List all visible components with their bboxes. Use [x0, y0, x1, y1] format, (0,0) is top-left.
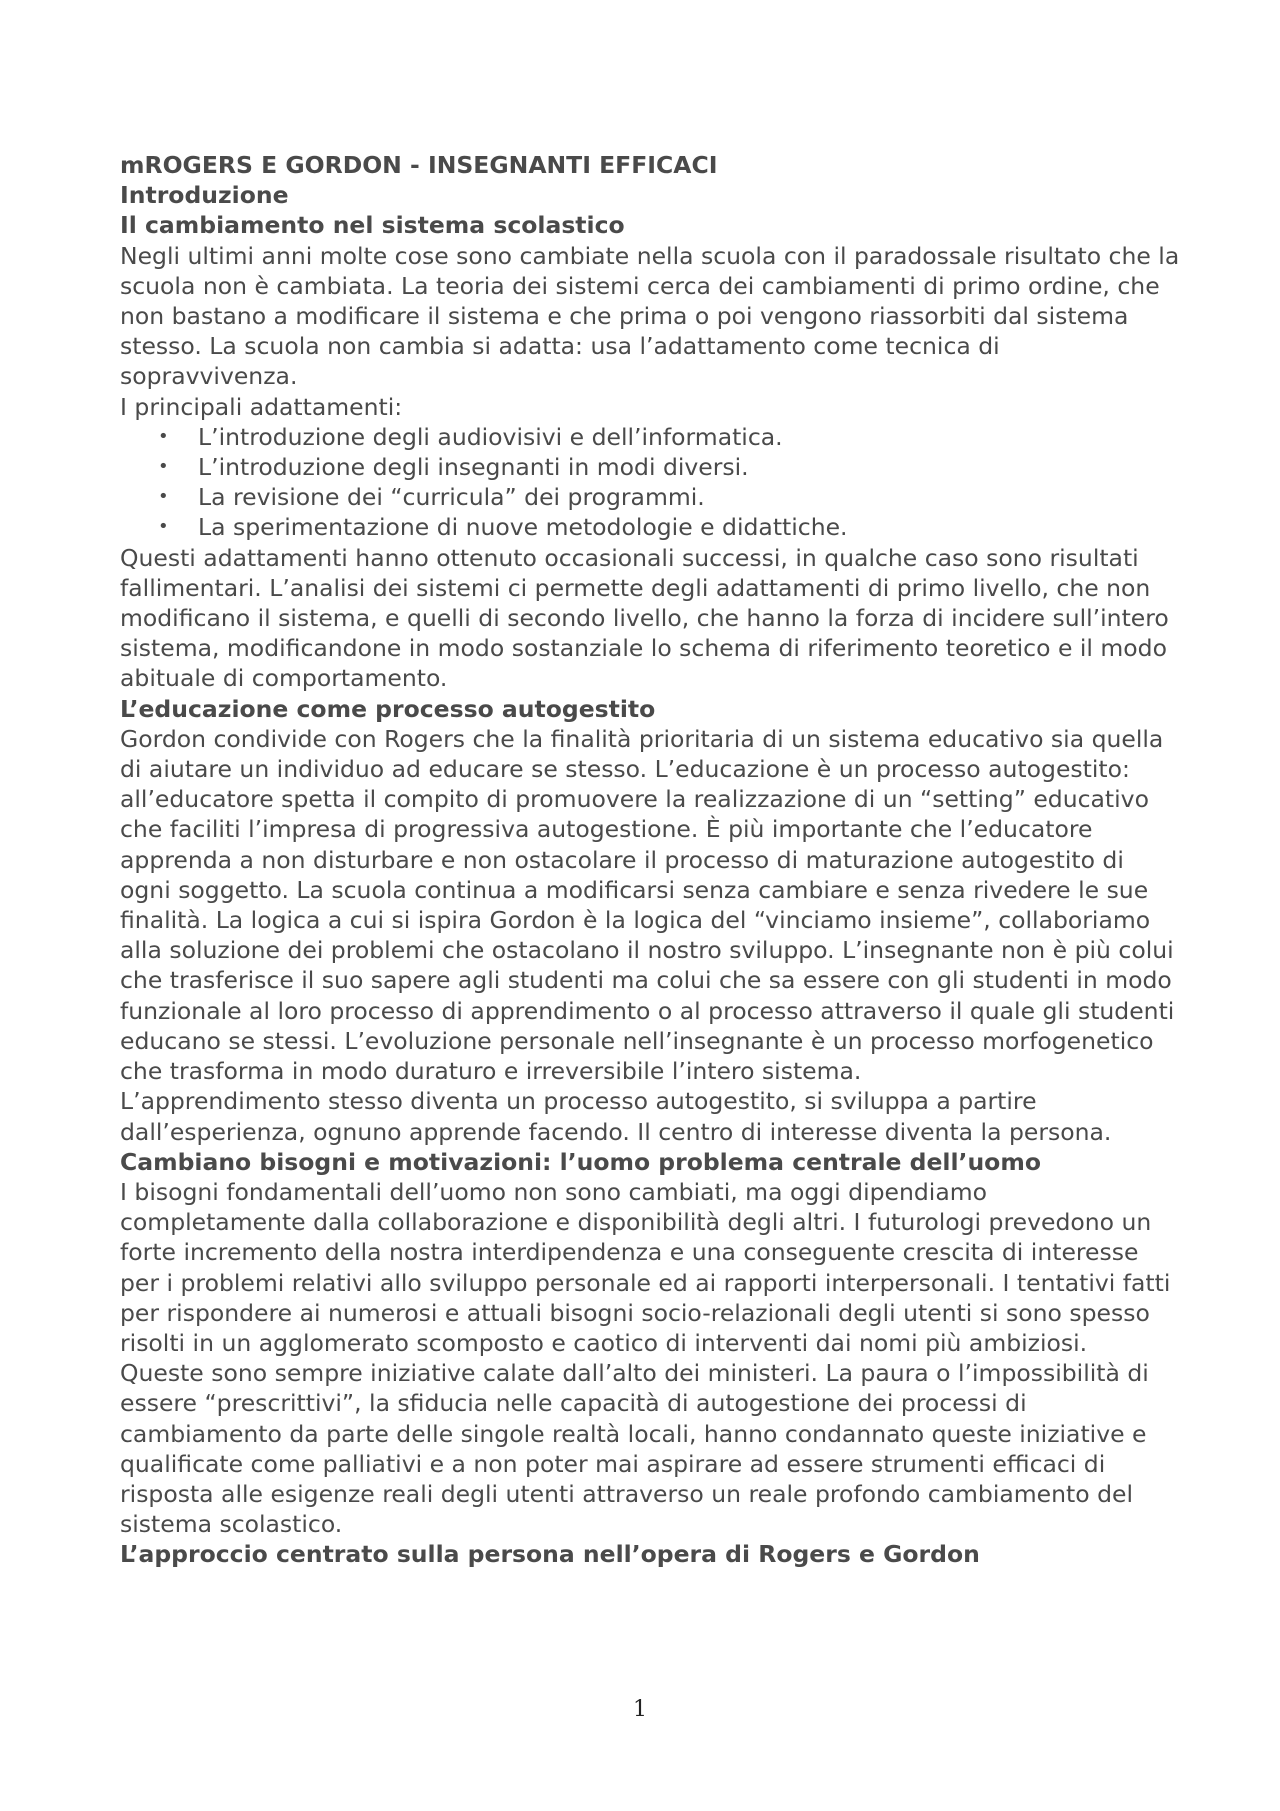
heading-cambiamento: Il cambiamento nel sistema scolastico [120, 211, 625, 240]
paragraph-3: Questi adattamenti hanno ottenuto occasionali successi, in qualche caso sono risultati fallimentari. L’analisi dei sistemi ci permette degli adattamenti di primo livello, che non modificano il sistema, e quelli di secondo livello, che hanno la forza di incidere sull’intero sistema, modificandone in modo sostanziale lo schema di riferimento teoretico e il modo abituale di comportamento. [120, 543, 1169, 693]
page-number: 1 [633, 1697, 647, 1722]
list-item-text: La sperimentazione di nuove metodologie e didattiche. [198, 513, 848, 542]
bullet-icon: • [158, 516, 169, 538]
document-title: mROGERS E GORDON - INSEGNANTI EFFICACI [120, 151, 718, 179]
list-item [120, 482, 1180, 512]
list-item-text: L’introduzione degli audiovisivi e dell’informatica. [198, 422, 783, 451]
list-item [120, 452, 1180, 482]
list-item-text: L’introduzione degli insegnanti in modi diversi. [198, 453, 749, 482]
document-body [120, 150, 1180, 1570]
bullet-list [120, 422, 1180, 543]
bullet-icon: • [158, 425, 169, 447]
bullet-icon: • [158, 456, 169, 478]
list-item-text: La revisione dei “curricula” dei programmi. [198, 483, 705, 512]
heading-bisogni: Cambiano bisogni e motivazioni: l’uomo problema centrale dell’uomo [120, 1147, 1041, 1176]
paragraph-2: I principali adattamenti: [120, 392, 403, 421]
paragraph-6: I bisogni fondamentali dell’uomo non sono cambiati, ma oggi dipendiamo completamente dalla collaborazione e disponibilità degli altri. I futurologi prevedono un forte incremento della nostra interdipendenza e una conseguente crescita di interesse per i problemi relativi allo sviluppo personale ed ai rapporti interpersonali. I tentativi fatti per rispondere ai numerosi e attuali bisogni socio-relazionali degli utenti si sono spesso risolti in un agglomerato scomposto e caotico di interventi dai nomi più ambiziosi. [120, 1177, 1171, 1357]
bullet-icon: • [158, 486, 169, 508]
paragraph-4: Gordon condivide con Rogers che la finalità prioritaria di un sistema educativo sia quella di aiutare un individuo ad educare se stesso. L’educazione è un processo autogestito: all’educatore spetta il compito di promuovere la realizzazione di un “setting” educativo che faciliti l’impresa di progressiva autogestione. È più importante che l’educatore apprenda a non disturbare e non ostacolare il processo di maturazione autogestito di ogni soggetto. La scuola continua a modificarsi senza cambiare e senza rivedere le sue finalità. La logica a cui si ispira Gordon è la logica del “vinciamo insieme”, collaboriamo alla soluzione dei problemi che ostacolano il nostro sviluppo. L’insegnante non è più colui che trasferisce il suo sapere agli studenti ma colui che sa essere con gli studenti in modo funzionale al loro processo di apprendimento o al processo attraverso il quale gli studenti educano se stessi. L’evoluzione personale nell’insegnante è un processo morfogenetico che trasforma in modo duraturo e irreversibile l’intero sistema. [120, 724, 1175, 1086]
heading-approccio: L’approccio centrato sulla persona nell’opera di Rogers e Gordon [120, 1540, 980, 1569]
heading-educazione: L’educazione come processo autogestito [120, 694, 656, 723]
section-title: Introduzione [120, 181, 289, 210]
list-item [120, 422, 1180, 452]
list-item [120, 512, 1180, 542]
paragraph-1: Negli ultimi anni molte cose sono cambiate nella scuola con il paradossale risultato che la scuola non è cambiata. La teoria dei sistemi cerca dei cambiamenti di primo ordine, che non bastano a modificare il sistema e che prima o poi vengono riassorbiti dal sistema stesso. La scuola non cambia si adatta: usa l’adattamento come tecnica di sopravvivenza. [120, 241, 1180, 391]
paragraph-7: Queste sono sempre iniziative calate dall’alto dei ministeri. La paura o l’impossibilità di essere “prescrittivi”, la sfiducia nelle capacità di autogestione dei processi di cambiamento da parte delle singole realtà locali, hanno condannato queste iniziative e qualificate come palliativi e a non poter mai aspirare ad essere strumenti efficaci di risposta alle esigenze reali degli utenti attraverso un reale profondo cambiamento del sistema scolastico. [120, 1359, 1149, 1539]
paragraph-5: L’apprendimento stesso diventa un processo autogestito, si sviluppa a partire dall’esperienza, ognuno apprende facendo. Il centro di interesse diventa la persona. [120, 1087, 1112, 1146]
